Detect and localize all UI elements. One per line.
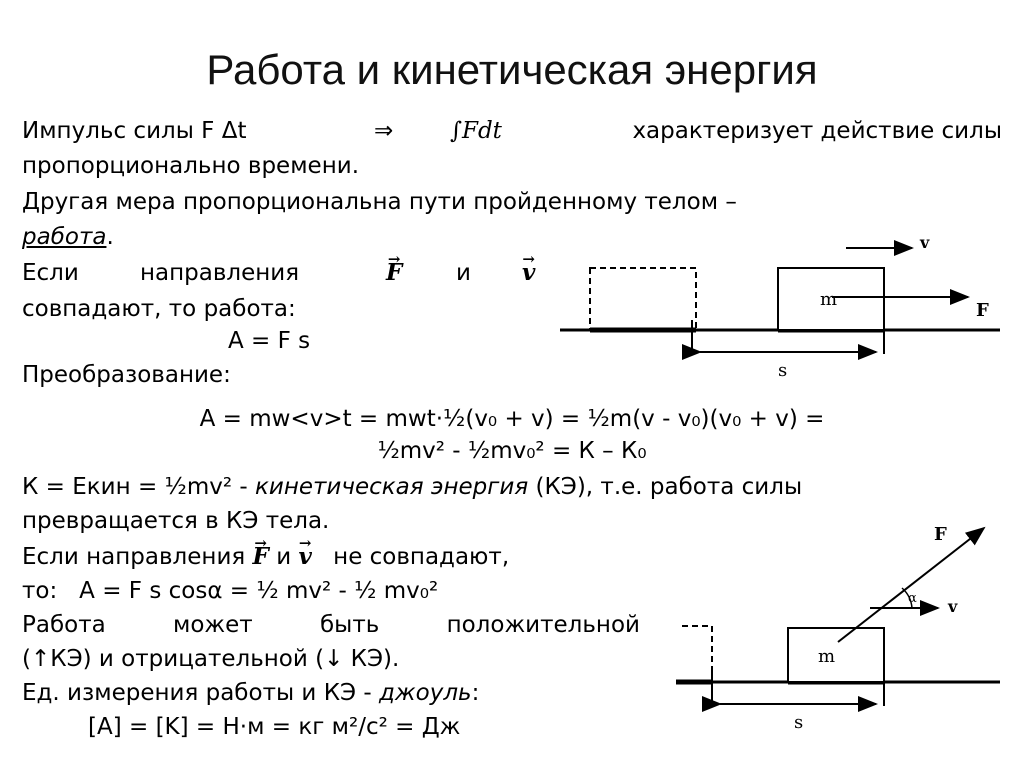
work-term: работа — [22, 224, 107, 250]
text-line-12: превращается в КЭ тела. — [22, 508, 330, 534]
velocity-vector-2: → v — [298, 542, 311, 572]
page-title: Работа и кинетическая энергия — [206, 46, 818, 93]
text-line-2: пропорционально времени. — [22, 153, 360, 179]
sign-word-4: положительной — [446, 612, 640, 638]
derivation-line-2: ½mv² - ½mv₀² = К – К₀ — [377, 438, 647, 464]
sign-word-3: быть — [319, 612, 380, 638]
text-line-6: совпадают, то работа: — [22, 296, 296, 322]
same-dir-word-1: Если — [22, 260, 79, 286]
text-line-3: Другая мера пропорциональна пути пройденному телом – — [22, 189, 737, 215]
kinetic-prefix: К = Eкин = ½mv² - — [22, 474, 248, 500]
implies-arrow: ⇒ — [374, 118, 394, 144]
angled-force-arrow — [838, 528, 984, 642]
velocity-label: v — [920, 233, 930, 252]
mass-block-2 — [788, 628, 884, 682]
formula-simple: A = F s — [228, 328, 311, 354]
sign-word-1: Работа — [22, 612, 106, 638]
kinetic-suffix: (КЭ), т.е. работа силы — [535, 474, 803, 500]
not-same-suffix: не совпадают, — [333, 544, 510, 570]
kinetic-term: кинетическая энергия — [254, 474, 529, 500]
impulse-rest: характеризует действие силы — [632, 118, 1002, 144]
mass-label-2: m — [818, 646, 836, 667]
units-colon: : — [471, 680, 480, 706]
sign-word-2: может — [173, 612, 253, 638]
velocity-label-2: v — [948, 597, 958, 616]
joule-term: джоуль — [379, 680, 472, 706]
distance-label: s — [778, 360, 788, 381]
transform-label: Преобразование: — [22, 362, 231, 388]
force-vector-2: → F — [253, 542, 269, 572]
initial-position-box-2 — [682, 626, 712, 682]
force-label-2: F — [934, 524, 947, 545]
distance-label-2: s — [794, 712, 804, 733]
sign-line-2: (↑КЭ) и отрицательной (↓ КЭ). — [22, 646, 400, 672]
velocity-vector: → v — [522, 258, 535, 288]
and-word: и — [456, 260, 471, 286]
not-same-prefix: Если направления — [22, 544, 246, 570]
units-formula: [A] = [K] = Н·м = кг м²/с² = Дж — [88, 714, 461, 740]
force-label: F — [976, 300, 989, 321]
and-word-2: и — [276, 544, 292, 570]
period: . — [106, 224, 114, 250]
mass-label: m — [820, 289, 838, 310]
integral-expression: ∫Fdt — [450, 118, 502, 144]
force-vector: → F — [386, 258, 402, 288]
same-dir-word-2: направления — [140, 260, 300, 286]
angle-label: α — [908, 591, 917, 606]
cos-formula-line: то: A = F s cosα = ½ mv² - ½ mv₀² — [22, 578, 439, 604]
impulse-label: Импульс силы F Δt — [22, 118, 247, 144]
initial-position-box — [590, 268, 696, 330]
derivation-line-1: A = mw<v>t = mwt·½(v₀ + v) = ½m(v - v₀)(v₀ + v) = — [199, 406, 825, 432]
units-prefix: Ед. измерения работы и КЭ - — [22, 680, 372, 706]
